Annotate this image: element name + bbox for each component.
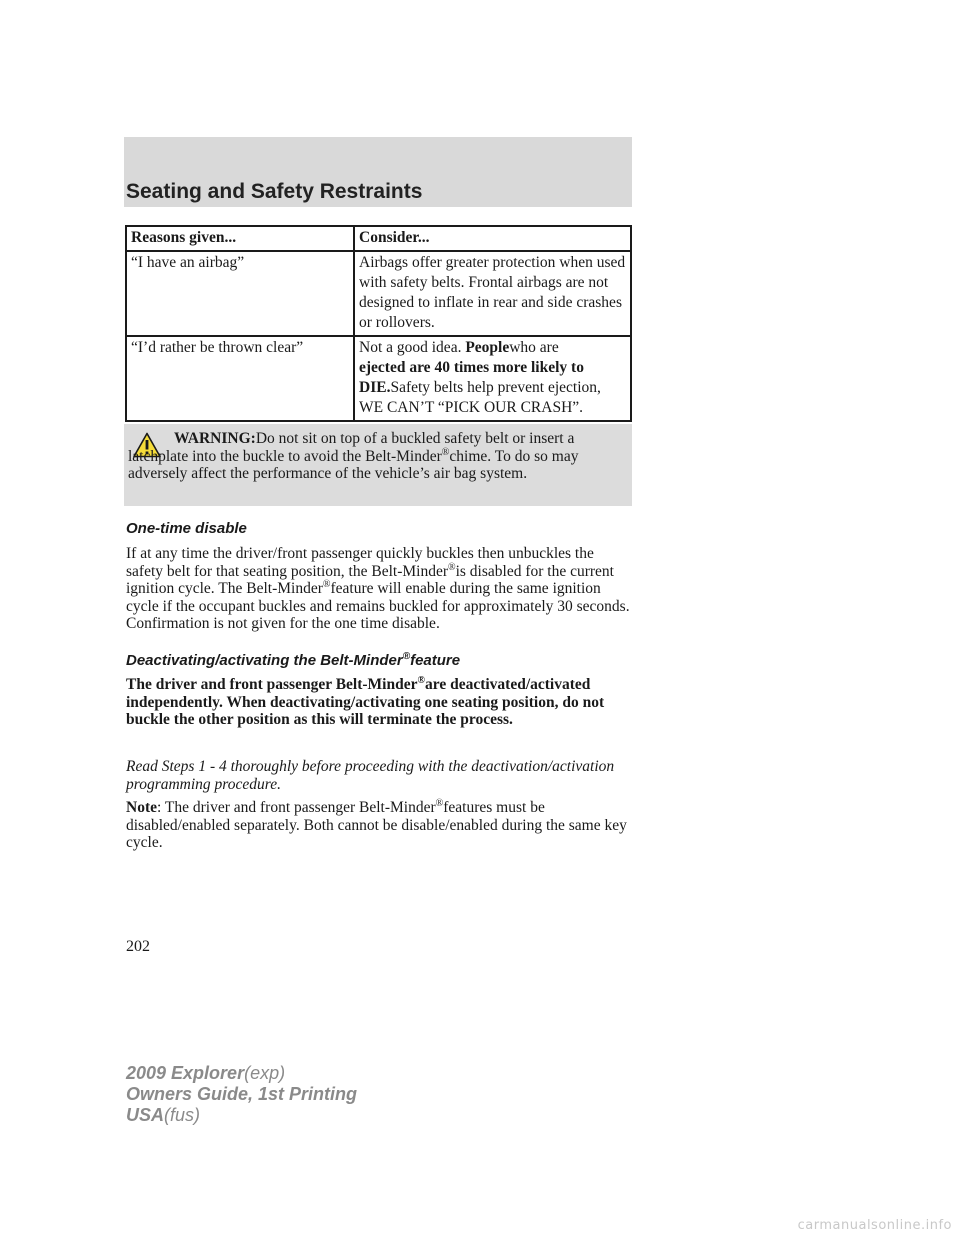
warning-body: chime. To do so may adversely affect the performance of the vehicle’s air bag system. [128,447,579,482]
paragraph-one-time-disable [126,545,634,633]
note-label: Note [126,799,157,816]
table-row [126,251,631,336]
page-title: Seating and Safety Restraints [126,180,423,203]
registered-mark: ® [435,797,444,809]
paragraph-text: The driver and front passenger Belt-Minder [126,676,418,693]
registered-mark: ® [402,651,411,662]
paragraph-text: is disabled for the current ignition cycle. The Belt-Minder [126,562,614,597]
footer-imprint [126,1063,357,1126]
paragraph-text: features must be disabled/enabled separately. Both cannot be disable/enabled during the same key cycle. [126,799,627,851]
column-header-reasons: Reasons given... [126,226,354,251]
paragraph-read-steps: Read Steps 1 - 4 thoroughly before proceeding with the deactivation/activation programming procedure. [126,758,615,793]
heading-text: Deactivating/activating the Belt-Minder [126,652,403,669]
heading-deactivating [126,652,460,669]
paragraph-note [126,799,634,852]
footer-line: Owners Guide, 1st Printing [126,1084,358,1104]
footer-market: USA [126,1105,165,1125]
reason-cell: “I’d rather be thrown clear” [126,336,354,421]
registered-mark: ® [417,674,425,686]
paragraph-deactivating-bold [126,676,634,729]
paragraph-text: feature will enable during the same ignition cycle if the occupant buckles and remains buckled for approximately 30 seconds. Confirmation is not given for the one time disable. [126,580,630,632]
heading-text: feature [410,652,461,669]
registered-mark: ® [441,446,450,458]
table-row [126,336,631,421]
registered-mark: ® [447,561,456,573]
watermark: carmanualsonline.info [797,1218,952,1233]
consider-bold: ejected are 40 times more likely to DIE. [359,359,584,396]
reasons-table [125,225,632,422]
registered-mark: ® [322,578,331,590]
footer-line [126,1105,357,1126]
footer-code: (exp) [244,1063,286,1083]
consider-text: Not a good idea. [359,339,466,356]
footer-model: 2009 Explorer [126,1063,245,1083]
warning-body: Do not sit on top of a buckled safety belt or insert a latchplate into the buckle to avoid the Belt-Minder [128,430,575,465]
table-header-row [126,226,631,251]
consider-bold: People [465,339,510,356]
column-header-consider: Consider... [354,226,631,251]
paragraph-text: : The driver and front passenger Belt-Minder [157,799,436,816]
page-number: 202 [126,938,150,955]
paragraph-text: If at any time the driver/front passenger quickly buckles then unbuckles the safety belt for that seating position, the Belt-Minder [126,545,594,580]
paragraph-text: are deactivated/activated independently. When deactivating/activating one seating position, do not buckle the other position as this will terminate the process. [126,676,605,728]
footer-line [126,1063,357,1084]
consider-cell: Airbags offer greater protection when used with safety belts. Frontal airbags are not designed to inflate in rear and side crashes or rollovers. [354,251,631,336]
warning-label: WARNING: [174,430,256,447]
consider-cell [354,336,631,421]
warning-text [128,430,628,483]
consider-text: Safety belts help prevent ejection, WE CAN’T “PICK OUR CRASH”. [359,379,601,416]
footer-code: (fus) [164,1105,201,1125]
heading-one-time-disable: One-time disable [126,520,247,537]
consider-text: who are [509,339,559,356]
reason-cell: “I have an airbag” [126,251,354,336]
